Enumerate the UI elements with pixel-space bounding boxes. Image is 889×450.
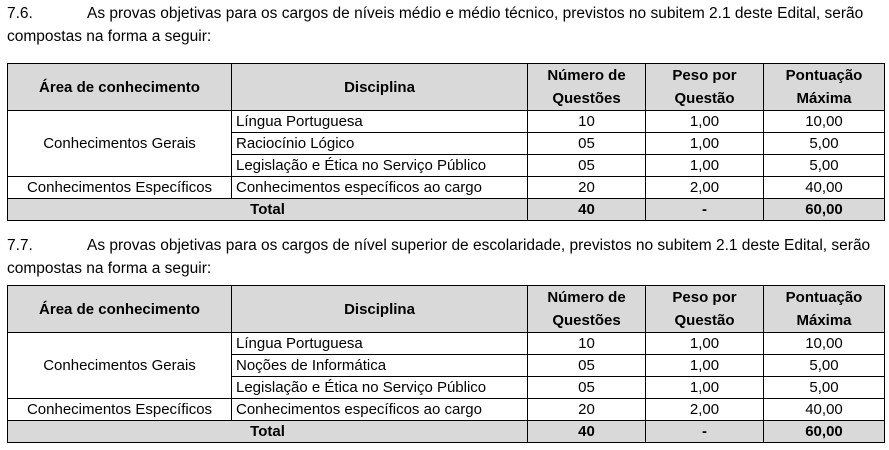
item-number: 7.6. (7, 5, 33, 22)
header-pontuacao: Pontuação Máxima (764, 64, 885, 111)
header-pontuacao: Pontuação Máxima (764, 286, 885, 333)
pontuacao-cell: 40,00 (764, 177, 885, 199)
questoes-cell: 05 (528, 155, 646, 177)
total-peso: - (646, 421, 764, 443)
header-area: Área de conhecimento (8, 286, 232, 333)
table-header-row (8, 286, 885, 333)
pontuacao-cell: 5,00 (764, 155, 885, 177)
header-peso: Peso por Questão (646, 286, 764, 333)
total-pontuacao: 60,00 (764, 421, 885, 443)
peso-cell: 1,00 (646, 133, 764, 155)
peso-cell: 1,00 (646, 377, 764, 399)
questoes-cell: 20 (528, 177, 646, 199)
exam-table-superior (7, 285, 885, 443)
questoes-cell: 10 (528, 111, 646, 133)
peso-cell: 1,00 (646, 333, 764, 355)
peso-cell: 1,00 (646, 111, 764, 133)
disciplina-cell: Língua Portuguesa (232, 111, 528, 133)
total-label: Total (8, 199, 528, 221)
area-cell: Conhecimentos Específicos (8, 399, 232, 421)
total-peso: - (646, 199, 764, 221)
table-row (8, 399, 885, 421)
total-row (8, 199, 885, 221)
paragraph-text-continued: compostas na forma a seguir: (7, 28, 212, 45)
header-numero-questoes: Número de Questões (528, 286, 646, 333)
table-row (8, 333, 885, 355)
peso-cell: 2,00 (646, 399, 764, 421)
disciplina-cell: Conhecimentos específicos ao cargo (232, 177, 528, 199)
disciplina-cell: Noções de Informática (232, 355, 528, 377)
questoes-cell: 10 (528, 333, 646, 355)
pontuacao-cell: 10,00 (764, 111, 885, 133)
paragraph-7-7 (7, 234, 887, 280)
paragraph-text: As provas objetivas para os cargos de níveis médio e médio técnico, previstos no subitem 2.1 deste Edital, serão (87, 5, 864, 22)
table-row (8, 177, 885, 199)
disciplina-cell: Legislação e Ética no Serviço Público (232, 377, 528, 399)
header-disciplina: Disciplina (232, 286, 528, 333)
item-number: 7.7. (7, 237, 33, 254)
paragraph-text-continued: compostas na forma a seguir: (7, 260, 212, 277)
pontuacao-cell: 40,00 (764, 399, 885, 421)
table-header-row (8, 64, 885, 111)
header-peso: Peso por Questão (646, 64, 764, 111)
header-area: Área de conhecimento (8, 64, 232, 111)
peso-cell: 1,00 (646, 355, 764, 377)
area-cell: Conhecimentos Específicos (8, 177, 232, 199)
questoes-cell: 20 (528, 399, 646, 421)
peso-cell: 1,00 (646, 155, 764, 177)
total-pontuacao: 60,00 (764, 199, 885, 221)
paragraph-text: As provas objetivas para os cargos de nível superior de escolaridade, previstos no subitem 2.1 deste Edital, serão (87, 237, 871, 254)
pontuacao-cell: 10,00 (764, 333, 885, 355)
total-label: Total (8, 421, 528, 443)
paragraph-7-6 (7, 2, 887, 48)
disciplina-cell: Legislação e Ética no Serviço Público (232, 155, 528, 177)
questoes-cell: 05 (528, 377, 646, 399)
questoes-cell: 05 (528, 355, 646, 377)
header-numero-questoes: Número de Questões (528, 64, 646, 111)
total-questoes: 40 (528, 421, 646, 443)
disciplina-cell: Conhecimentos específicos ao cargo (232, 399, 528, 421)
peso-cell: 2,00 (646, 177, 764, 199)
disciplina-cell: Língua Portuguesa (232, 333, 528, 355)
header-disciplina: Disciplina (232, 64, 528, 111)
exam-table-medio (7, 63, 885, 221)
area-cell: Conhecimentos Gerais (8, 333, 232, 399)
questoes-cell: 05 (528, 133, 646, 155)
disciplina-cell: Raciocínio Lógico (232, 133, 528, 155)
total-questoes: 40 (528, 199, 646, 221)
pontuacao-cell: 5,00 (764, 133, 885, 155)
pontuacao-cell: 5,00 (764, 377, 885, 399)
total-row (8, 421, 885, 443)
table-row (8, 111, 885, 133)
area-cell: Conhecimentos Gerais (8, 111, 232, 177)
pontuacao-cell: 5,00 (764, 355, 885, 377)
